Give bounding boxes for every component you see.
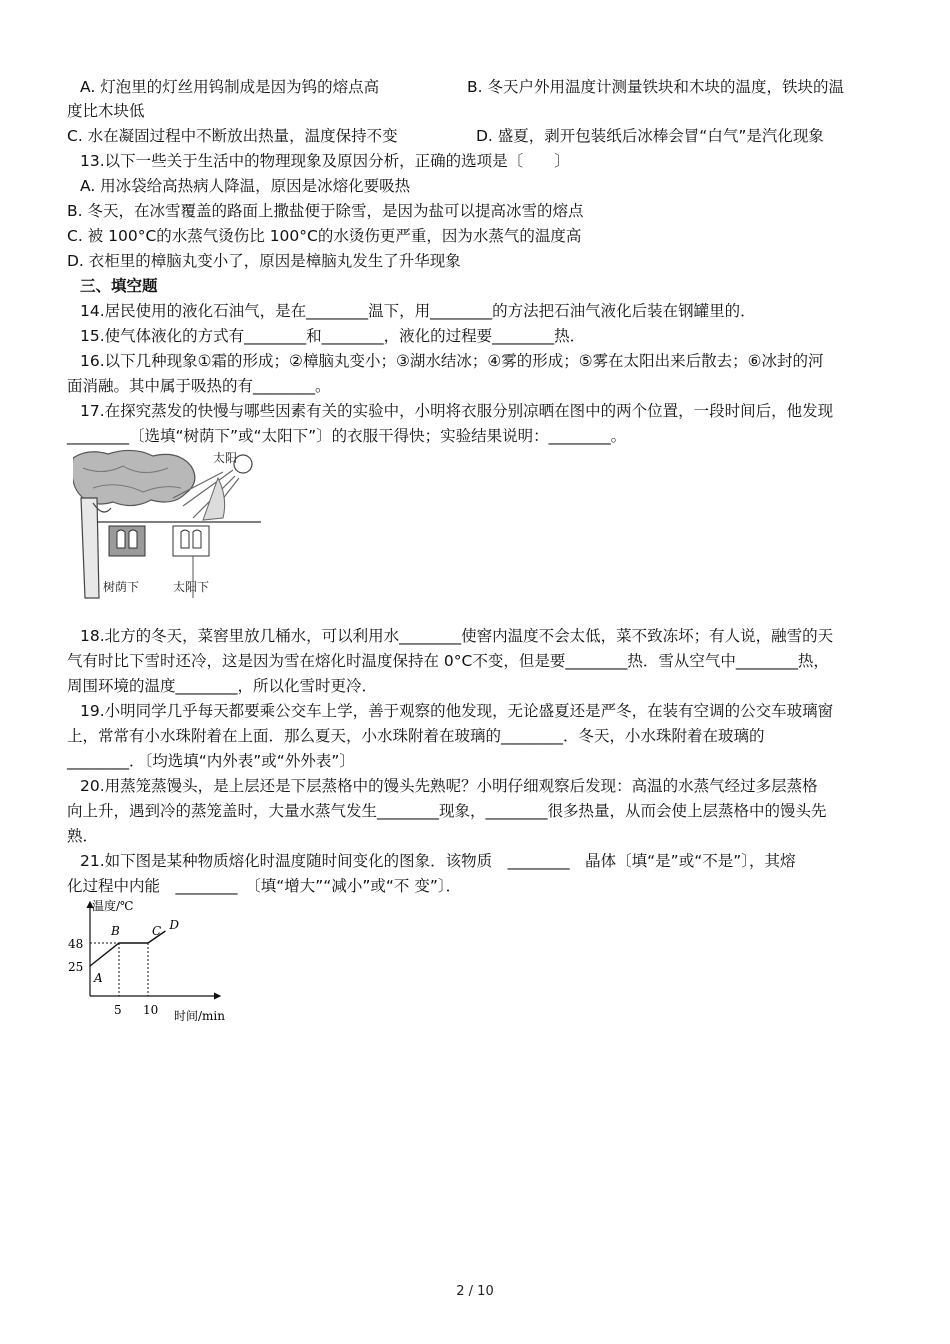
question-20-cont2: 熟． xyxy=(67,827,99,845)
point-label-a: A xyxy=(94,971,103,985)
x-axis-label: 时间/min xyxy=(174,1009,225,1023)
option-12b-cont: 度比木块低 xyxy=(67,102,145,120)
question-21-cont: 化过程中内能 ________ 〔填“增大”“减小”或“不 变”〕． xyxy=(67,877,462,895)
shirt-in-shade xyxy=(109,526,145,556)
y-tick-label: 48 xyxy=(68,937,84,951)
question-20: 20.用蒸笼蒸馒头，是上层还是下层蒸格中的馒头先熟呢？小明仔细观察后发现：高温的水蒸气经过多层蒸格 xyxy=(80,777,818,795)
question-17: 17.在探究蒸发的快慢与哪些因素有关的实验中，小明将衣服分别凉晒在图中的两个位置，一段时间后，他发现 xyxy=(80,402,834,420)
question-16: 16.以下几种现象①霜的形成；②樟脑丸变小；③湖水结冰；④雾的形成；⑤雾在太阳出来后散去；⑥冰封的河 xyxy=(80,352,824,370)
question-18-cont1: 气有时比下雪时还冷，这是因为雪在熔化时温度保持在 0°C不变，但是要________热．雪从空气中________热， xyxy=(67,652,829,670)
shade-label: 树荫下 xyxy=(103,580,140,594)
question-14: 14.居民使用的液化石油气，是在________温下，用________的方法把石油气液化后装在钢罐里的． xyxy=(80,302,756,320)
option-12d: D. 盛夏，剥开包装纸后冰棒会冒“白气”是汽化现象 xyxy=(476,127,824,145)
tree-canopy xyxy=(73,450,195,505)
shirt-in-sun xyxy=(173,526,209,556)
figure-17-drying-clothes xyxy=(73,448,263,606)
page-number: 2 / 10 xyxy=(456,1284,494,1299)
option-13b: B. 冬天，在冰雪覆盖的路面上撒盐便于除雪，是因为盐可以提高冰雪的熔点 xyxy=(67,202,584,220)
question-17-cont: ________〔选填“树荫下”或“太阳下”〕的衣服干得快；实验结果说明：________。 xyxy=(67,427,627,445)
question-19-cont2: ________．〔均选填“内外表”或“外外表”〕 xyxy=(67,752,355,770)
y-axis-label: 温度/℃ xyxy=(92,899,134,913)
question-18: 18.北方的冬天，菜窖里放几桶水，可以利用水________使窖内温度不会太低，菜不致冻坏；有人说，融雪的天 xyxy=(80,627,834,645)
point-label-c: C xyxy=(152,924,162,938)
option-12c: C. 水在凝固过程中不断放出热量，温度保持不变 xyxy=(67,127,398,145)
section-heading: 三、填空题 xyxy=(80,277,158,295)
option-12a: A. 灯泡里的灯丝用钨制成是因为钨的熔点高 xyxy=(80,78,380,96)
question-21: 21.如下图是某种物质熔化时温度随时间变化的图象．该物质 ________ 晶体〔填“是”或“不是”〕，其熔 xyxy=(80,852,796,870)
option-13a: A. 用冰袋给高热病人降温，原因是冰熔化要吸热 xyxy=(80,177,411,195)
point-label-b: B xyxy=(111,924,120,938)
x-tick-label: 10 xyxy=(143,1003,159,1017)
question-19: 19.小明同学几乎每天都要乘公交车上学，善于观察的他发现，无论盛夏还是严冬，在装有空调的公交车玻璃窗 xyxy=(80,702,834,720)
melting-curve-chart xyxy=(62,896,232,1026)
option-12b: B. 冬天户外用温度计测量铁块和木块的温度，铁块的温 xyxy=(467,78,844,96)
question-19-cont1: 上，常常有小水珠附着在上面．那么夏天，小水珠附着在玻璃的________．冬天，小水珠附着在玻璃的 xyxy=(67,727,765,745)
option-13d: D. 衣柜里的樟脑丸变小了，原因是樟脑丸发生了升华现象 xyxy=(67,252,461,270)
x-tick-label: 5 xyxy=(114,1003,122,1017)
question-15: 15.使气体液化的方式有________和________，液化的过程要________热． xyxy=(80,327,586,345)
y-tick-label: 25 xyxy=(68,960,84,974)
option-13c: C. 被 100°C的水蒸气烫伤比 100°C的水烫伤更严重，因为水蒸气的温度高 xyxy=(67,227,582,245)
question-18-cont2: 周围环境的温度________，所以化雪时更冷． xyxy=(67,677,378,695)
sun-label: 太阳 xyxy=(213,451,238,465)
question-20-cont1: 向上升，遇到冷的蒸笼盖时，大量水蒸气发生________现象，________很多热量，从而会使上层蒸格中的馒头先 xyxy=(67,802,827,820)
question-16-cont: 面消融。其中属于吸热的有________。 xyxy=(67,377,331,395)
question-13: 13.以下一些关于生活中的物理现象及原因分析，正确的选项是〔 〕 xyxy=(80,152,570,170)
point-label-d: D xyxy=(169,918,180,932)
sun-spot-label: 太阳下 xyxy=(173,580,210,594)
